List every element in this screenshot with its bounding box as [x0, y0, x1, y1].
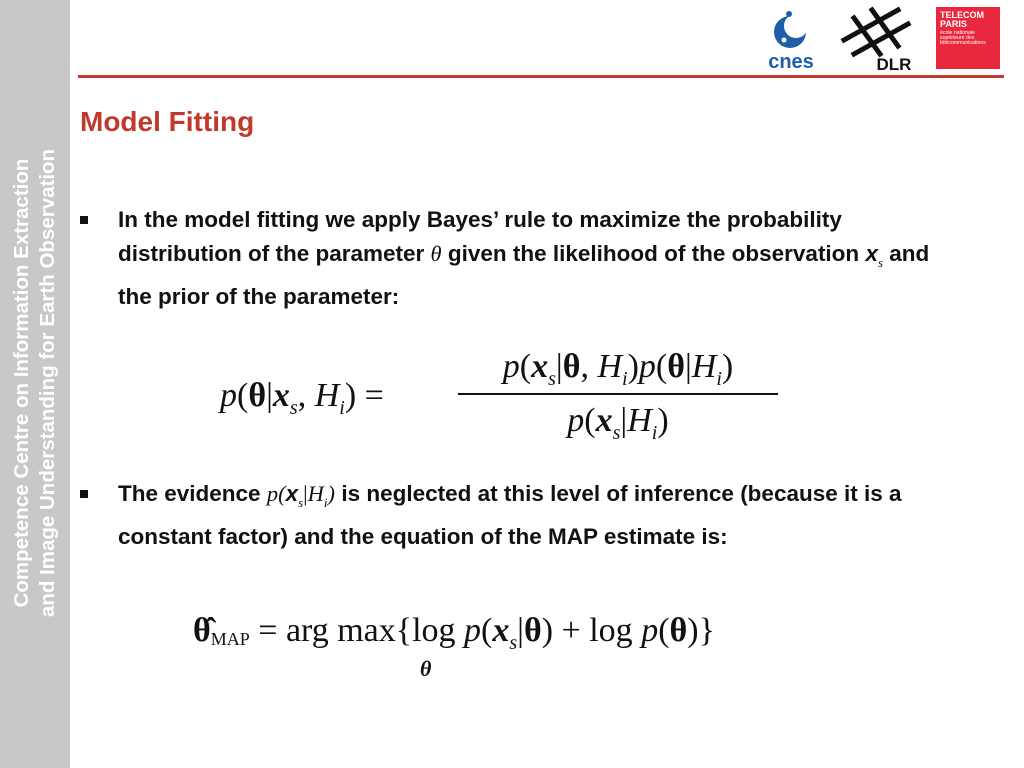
bullet-marker [80, 203, 94, 237]
sidebar-caption [9, 149, 61, 617]
bullet-2-text [118, 477, 958, 554]
telecom-sub-2: supérieure des [940, 35, 975, 42]
cnes-logo [758, 4, 824, 72]
map-equation-row: θ̂MAP = arg max{log $p(x_s|\theta) + \log p(\theta)$} [193, 612, 715, 654]
bayes-fraction [458, 345, 778, 443]
x-symbol: x [865, 241, 878, 266]
evidence-p-open: p( [266, 481, 286, 506]
bullet-1-part-3: and the prior of the parameter: [118, 241, 930, 309]
bayes-denominator: $p(x_s|H_i)$ [567, 402, 669, 444]
telecom-main-1: TELECOM [940, 10, 984, 20]
telecom-sub-1: école nationale [940, 30, 975, 36]
bullet-2-part-1: The evidence [118, 481, 261, 506]
telecom-sub-3: télécommunications [940, 40, 986, 47]
bullet-1-part-2: given the likelihood of the observation [447, 241, 860, 266]
fraction-bar [458, 393, 778, 395]
bayes-lhs: $p(\theta|x_s$, $H_i$) = [220, 377, 384, 419]
dlr-logo-text: DLR [876, 55, 912, 72]
x-subscript: s [877, 255, 884, 270]
telecom-paris-logo [936, 7, 1000, 69]
header-divider [78, 75, 1004, 78]
telecom-main-2: PARIS [940, 19, 967, 29]
bullet-1-text [118, 203, 958, 314]
bayes-equation [220, 345, 780, 445]
sidebar-line-1: Competence Centre on Information Extraction [10, 158, 33, 608]
bullet-marker [80, 477, 94, 511]
sidebar-line-2: and Image Understanding for Earth Observation [36, 148, 59, 618]
theta-symbol: θ [430, 241, 442, 266]
evidence-p-close: ) [327, 481, 336, 506]
argmax-subscript: θ [420, 656, 432, 681]
bullet-1-part-1: In the model fitting we apply Bayes’ rule to maximize the probability distribution of the parameter [118, 207, 842, 266]
evidence-x-sub: s [298, 495, 304, 510]
dlr-logo [834, 4, 918, 72]
sidebar [0, 0, 70, 768]
cnes-logo-text: cnes [768, 51, 814, 72]
bullet-2-part-2: is neglected at this level of inference (because it is a constant factor) and the equation of the MAP estimate is: [118, 481, 902, 549]
evidence-bar: | [303, 481, 308, 506]
evidence-x: x [285, 481, 299, 506]
bayes-numerator: $p(x_s|\theta$, $H_i)p(\theta|H_i)$ [502, 348, 734, 390]
map-equation [193, 612, 873, 692]
evidence-H-sub: i [323, 495, 328, 510]
evidence-H: H [307, 481, 324, 506]
slide-title: Model Fitting [80, 106, 255, 137]
